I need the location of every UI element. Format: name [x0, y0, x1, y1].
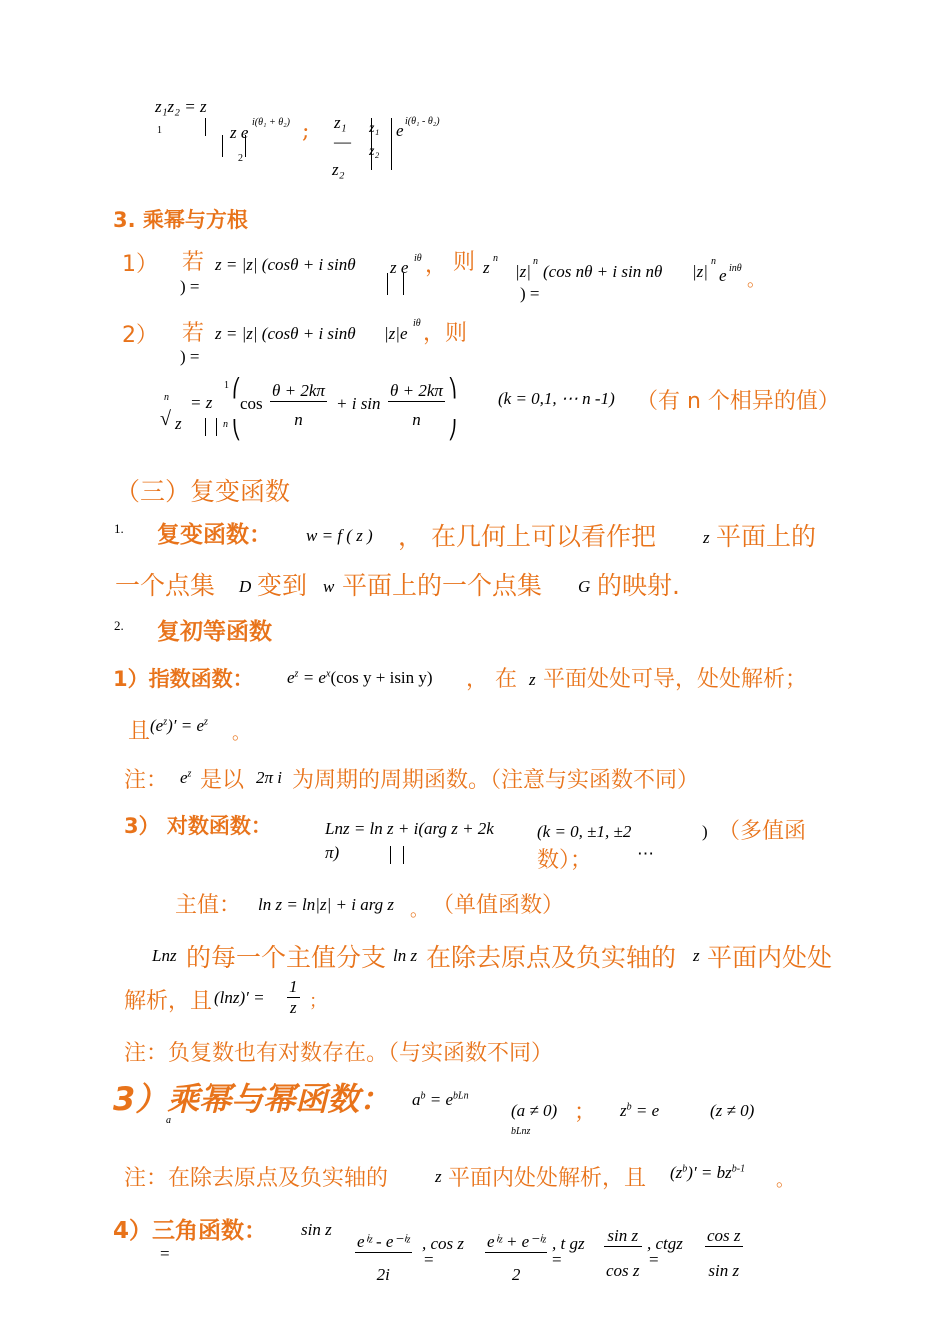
sin-den: 2i [376, 1265, 390, 1284]
tg-label: , t gz [552, 1234, 585, 1253]
big-paren-open: ⎛ [232, 378, 241, 398]
semicolon: ; [302, 119, 310, 144]
quotient-exp: i(θ₁ - θ₂) [405, 116, 440, 127]
power-note-2: 平面内处处解析，且 [448, 1166, 647, 1191]
multi-valued-note-2: 数）； [537, 848, 593, 873]
log-derivative: (lnz)′ = [214, 988, 265, 1007]
root-radicand: z [175, 414, 182, 433]
complex-function: w = f ( z ) [306, 526, 373, 545]
and-label: 且 [128, 719, 151, 744]
w-var: w [323, 577, 335, 596]
then-label: ，则 [423, 321, 468, 346]
modulus-2-sup: n [711, 256, 716, 267]
period: 。 [776, 1170, 794, 1191]
modulus: |z| [515, 262, 531, 281]
log-derivative-frac [287, 977, 300, 1018]
power-def-sub: a [166, 1115, 171, 1126]
period: 。 [747, 270, 765, 291]
abs-bar [391, 118, 392, 170]
period-2pi: 2π i [256, 768, 282, 787]
power-note: 注：在除去原点及负实轴的 [124, 1166, 389, 1191]
analytic-text: 解析，且 [124, 989, 213, 1014]
k-range: (k = 0, ±1, ±2 [537, 822, 632, 841]
z-var: z [703, 528, 710, 547]
exp-e-sup: inθ [729, 263, 742, 274]
power-derivative: $(z^b)' = bz^{b-1}$ [670, 1163, 746, 1182]
root-exp-1: 1 [224, 380, 229, 391]
polar-formula-close: ) = [180, 347, 200, 366]
period: 。 [232, 723, 250, 744]
de-moivre-close: ) = [520, 284, 540, 303]
cos-label: , cos z [422, 1234, 465, 1253]
sin-fraction-num: θ + 2kπ [390, 381, 443, 400]
p1-number: 1. [114, 521, 124, 536]
abs-bar [205, 418, 206, 436]
cos-den: 2 [511, 1265, 521, 1284]
principal-value: ln z = ln|z| + i arg z [258, 895, 395, 914]
product-formula-exp: i(θ₁ + θ₂) [252, 117, 290, 128]
item-number: 2） [122, 323, 158, 348]
modulus-sup: n [533, 256, 538, 267]
log-derivative-num: 1 [289, 977, 298, 996]
ctg-fraction [705, 1226, 743, 1281]
sin-num: eⁱᶻ - e⁻ⁱᶻ [357, 1232, 410, 1251]
negative-log-note: 注：负复数也有对数存在。（与实函数不同） [124, 1041, 554, 1066]
quotient-numerator: z₁ [334, 113, 347, 132]
quotient-line: — [334, 132, 351, 151]
sin-fraction [355, 1232, 412, 1285]
branch-text: 的每一个主值分支 [186, 943, 387, 972]
z-var: z [693, 946, 700, 965]
isin-label: + i sin [336, 394, 381, 413]
abs-bar [387, 273, 388, 295]
cos-fraction-den: n [294, 410, 303, 429]
quotient-denominator: z₂ [332, 160, 345, 179]
tg-den: cos z [606, 1261, 640, 1280]
root-index: n [164, 392, 169, 403]
principal-label: 主值： [175, 893, 242, 918]
tg-num: sin z [604, 1226, 642, 1247]
quotient-e: e [396, 121, 404, 140]
cos-fraction [270, 381, 327, 430]
k-range: (k = 0,1, ⋯ n -1) [498, 389, 615, 408]
ctg-label: , ctgz [647, 1234, 683, 1253]
power-fn-sub: bLnz [511, 1126, 531, 1137]
modulus-2: |z| [692, 262, 708, 281]
big-paren-close: ⎠ [448, 420, 457, 440]
log-def: Lnz = ln z + i(arg z + 2k [325, 819, 494, 838]
set-G: G [578, 577, 591, 596]
if-label: 若 [182, 321, 205, 346]
tg-fraction [604, 1226, 642, 1281]
trig-fn-label: 4）三角函数： [113, 1218, 268, 1244]
big-paren-open: ⎝ [232, 420, 241, 440]
multi-valued-note: （多值函 [718, 819, 807, 844]
then-label: 则 [453, 250, 476, 275]
power-def: $a^b = e^{bLn}$ [412, 1090, 469, 1109]
sin-fraction [388, 381, 445, 430]
product-formula-sub: 1 [157, 125, 162, 136]
exp-derivative: $(e^z)' = e^z$ [150, 716, 208, 735]
quotient-rhs-2: z₂ [369, 144, 380, 159]
ln-z: ln z [393, 946, 418, 965]
power-fn-label: 3）乘幂与幂函数： [113, 1080, 392, 1118]
z-power-sup: n [493, 253, 498, 264]
p1-label: 复变函数： [157, 522, 272, 548]
cond-z: (z ≠ 0) [710, 1101, 755, 1120]
product-formula-sub2: 2 [238, 153, 243, 164]
comma: ， [425, 253, 448, 278]
p1-line2b: 变到 [257, 571, 308, 600]
big-paren-close: ⎞ [448, 378, 457, 398]
branch-text-3: 平面内处处 [707, 943, 833, 972]
note-text: 是以 [200, 768, 245, 793]
note-e: $e^z$ [180, 768, 192, 787]
close-paren: ) [702, 822, 708, 841]
exp-text: ， 在 [466, 667, 517, 692]
semicolon: ； [309, 991, 327, 1012]
equals: = [552, 1250, 562, 1269]
exp-text2: 平面处处可导，处处解析； [543, 667, 808, 692]
p2-label: 复初等函数 [157, 619, 272, 645]
ctg-num: cos z [707, 1226, 741, 1245]
de-moivre: (cos nθ + i sin nθ [543, 262, 663, 281]
power-fn-def: $z^b = e$ [620, 1101, 660, 1120]
branch-text-2: 在除去原点及负实轴的 [426, 943, 677, 972]
sin-label: sin z [301, 1220, 332, 1239]
polar-formula: z = |z| (cosθ + i sinθ [215, 324, 356, 343]
if-label: 若 [182, 250, 205, 275]
cos-fraction-num: θ + 2kπ [272, 381, 325, 400]
section-title: 3. 乘幂与方根 [113, 208, 248, 232]
root-sign: √ [160, 408, 171, 430]
equals: = [649, 1250, 659, 1269]
exp-fn-label: 1）指数函数： [113, 667, 254, 691]
lnz-label: Lnz [152, 946, 177, 965]
cond-a: (a ≠ 0) [511, 1101, 558, 1120]
equals: = [160, 1244, 170, 1263]
quotient-rhs-1: z₁ [369, 121, 380, 136]
note-text2: 为周期的周期函数。（注意与实函数不同） [292, 768, 700, 793]
p1-line2c: 平面上的一个点集 [342, 571, 543, 600]
dots: ⋯ [637, 844, 654, 863]
log-def-2: π) [325, 843, 340, 862]
log-derivative-den: z [289, 998, 297, 1017]
cos-fraction [485, 1232, 547, 1285]
product-formula-lhs: z₁z₂ = z [155, 97, 207, 116]
abs-bar [216, 418, 217, 436]
p1-text: ， 在几何上可以看作把 [398, 522, 656, 551]
root-exp-n: n [223, 419, 228, 430]
exp-e: e [719, 266, 727, 285]
z-power: z [483, 258, 490, 277]
part-title: （三）复变函数 [115, 477, 291, 506]
root-note: （有 n 个相异的值） [636, 389, 840, 414]
exp-form-sup: iθ [414, 253, 422, 264]
exp-form: |z|e [384, 324, 408, 343]
abs-bar [403, 846, 404, 864]
abs-bar [222, 135, 223, 157]
product-formula-rhs: z e [230, 123, 249, 142]
exp-form-sup: iθ [413, 318, 421, 329]
period: 。 [410, 900, 428, 921]
polar-formula: z = |z| (cosθ + i sinθ [215, 255, 356, 274]
abs-bar [390, 846, 391, 864]
log-fn-label: 3） 对数函数： [124, 814, 272, 838]
cos-label: cos [240, 394, 263, 413]
z-var: z [529, 670, 536, 689]
cos-num: eⁱᶻ + e⁻ⁱᶻ [487, 1232, 546, 1251]
root-eq: = z [190, 393, 213, 412]
exp-form: z e [390, 258, 409, 277]
set-D: D [239, 577, 252, 596]
item-number: 1） [122, 252, 158, 277]
p1-text2: 平面上的 [716, 522, 817, 551]
p1-line2a: 一个点集 [115, 571, 216, 600]
p1-line2d: 的映射. [597, 571, 680, 600]
z-var: z [435, 1167, 442, 1186]
sin-fraction-den: n [412, 410, 421, 429]
ctg-den: sin z [708, 1261, 740, 1280]
polar-formula-close: ) = [180, 277, 200, 296]
abs-bar [205, 118, 206, 136]
p2-number: 2. [114, 618, 124, 633]
single-valued-note: （单值函数） [432, 893, 565, 918]
exp-def: $e^z = e^x(\cos$ y + isin y) [287, 668, 433, 687]
note-label: 注： [124, 768, 169, 793]
equals: = [424, 1250, 434, 1269]
semicolon: ； [574, 1100, 597, 1125]
